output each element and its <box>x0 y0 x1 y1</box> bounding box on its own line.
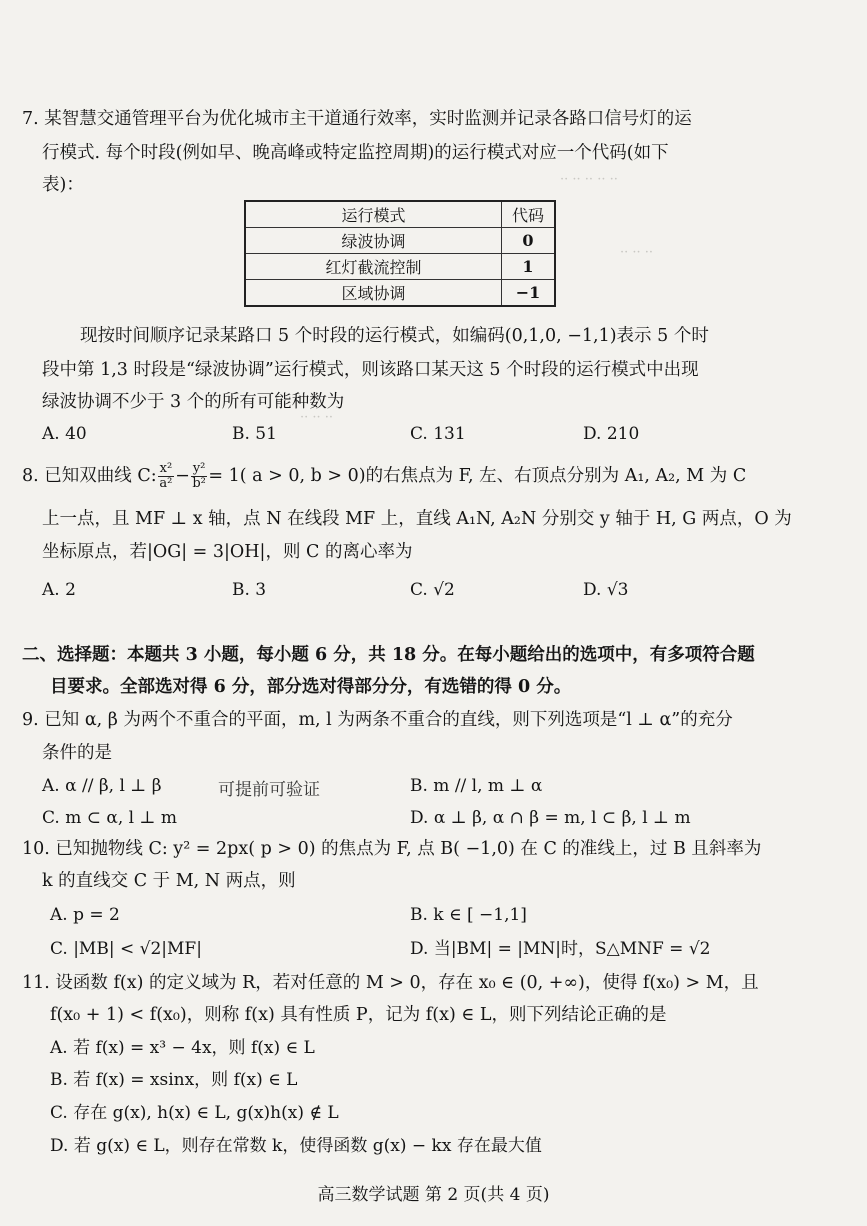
q7-line6: 绿波协调不少于 3 个的所有可能种数为 <box>42 392 345 412</box>
q8-line2: 上一点，且 MF ⊥ x 轴，点 N 在线段 MF 上，直线 A₁N, A₂N 分别交 y 轴于 H, G 两点，O 为 <box>42 509 792 529</box>
table-header-row <box>245 201 555 228</box>
frac1-denominator: a² <box>159 476 173 491</box>
table-row <box>245 254 555 280</box>
q11-option-a: A. 若 f(x) = x³ − 4x，则 f(x) ∈ L <box>50 1038 315 1058</box>
section2-heading-line1: 二、选择题：本题共 3 小题，每小题 6 分，共 18 分。在每小题给出的选项中，有多项符合题 <box>22 645 755 665</box>
table-cell-code: −1 <box>502 280 556 307</box>
q8-option-d: D. √3 <box>583 580 629 600</box>
q8-option-b: B. 3 <box>232 580 267 600</box>
frac1-numerator: x² <box>159 461 173 476</box>
q9-line2: 条件的是 <box>42 743 112 763</box>
table-row <box>245 228 555 254</box>
q7-line1: 7. 某智慧交通管理平台为优化城市主干道通行效率，实时监测并记录各路口信号灯的运 <box>22 109 692 129</box>
q11-line2: f(x₀ + 1) < f(x₀)，则称 f(x) 具有性质 P，记为 f(x) ∈ L，则下列结论正确的是 <box>50 1005 667 1025</box>
q9-option-a: A. α // β, l ⊥ β <box>42 776 162 796</box>
q7-line3: 表)： <box>42 175 84 195</box>
y2-over-b2-fraction <box>191 462 208 491</box>
table-cell-mode: 红灯截流控制 <box>245 254 502 280</box>
q9-option-d: D. α ⊥ β, α ∩ β = m, l ⊂ β, l ⊥ m <box>410 808 691 828</box>
q10-option-d: D. 当|BM| = |MN|时，S△MNF = √2 <box>410 939 711 959</box>
q7-option-b: B. 51 <box>232 424 277 444</box>
q10-option-b: B. k ∈ [ −1,1] <box>410 905 527 925</box>
q10-option-c: C. |MB| < √2|MF| <box>50 939 202 959</box>
x2-over-a2-fraction <box>158 462 175 491</box>
table-header-mode: 运行模式 <box>245 201 502 228</box>
q8-option-a: A. 2 <box>42 580 76 600</box>
section2-heading-line2: 目要求。全部选对得 6 分，部分选对得部分分，有选错的得 0 分。 <box>50 677 572 697</box>
table-cell-mode: 区域协调 <box>245 280 502 307</box>
q7-option-a: A. 40 <box>42 424 87 444</box>
frac2-numerator: y² <box>192 461 206 476</box>
q8-option-c: C. √2 <box>410 580 455 600</box>
q9-option-c: C. m ⊂ α, l ⊥ m <box>42 808 178 828</box>
q11-option-b: B. 若 f(x) = xsinx，则 f(x) ∈ L <box>50 1070 298 1090</box>
q7-line5: 段中第 1,3 时段是“绿波协调”运行模式，则该路口某天这 5 个时段的运行模式中出现 <box>42 360 699 380</box>
mode-code-table <box>244 200 556 307</box>
q11-option-d: D. 若 g(x) ∈ L，则存在常数 k，使得函数 g(x) − kx 存在最大值 <box>50 1136 542 1156</box>
q7-option-c: C. 131 <box>410 424 466 444</box>
q9-option-b: B. m // l, m ⊥ α <box>410 776 543 796</box>
q8-line1-prefix: 8. 已知双曲线 C: <box>22 466 157 486</box>
table-cell-code: 1 <box>502 254 556 280</box>
q8-line3: 坐标原点，若|OG| = 3|OH|，则 C 的离心率为 <box>42 542 413 562</box>
q8-line1-suffix: = 1( a > 0, b > 0)的右焦点为 F, 左、右顶点分别为 A₁, A₂, M 为 C <box>208 466 747 486</box>
table-header-code: 代码 <box>502 201 556 228</box>
table-row <box>245 280 555 307</box>
q7-line2: 行模式. 每个时段(例如早、晚高峰或特定监控周期)的运行模式对应一个代码(如下 <box>42 143 669 163</box>
q10-line2: k 的直线交 C 于 M, N 两点，则 <box>42 871 296 891</box>
q10-line1: 10. 已知抛物线 C: y² = 2px( p > 0) 的焦点为 F, 点 B( −1,0) 在 C 的准线上，过 B 且斜率为 <box>22 839 762 859</box>
q7-option-d: D. 210 <box>583 424 640 444</box>
table-cell-mode: 绿波协调 <box>245 228 502 254</box>
q7-line4: 现按时间顺序记录某路口 5 个时段的运行模式，如编码(0,1,0, −1,1)表示 5 个时 <box>80 326 709 346</box>
q9-line1: 9. 已知 α, β 为两个不重合的平面，m, l 为两条不重合的直线，则下列选项是“l ⊥ α”的充分 <box>22 710 733 730</box>
handwritten-note: 可提前可验证 <box>218 780 320 800</box>
table-cell-code: 0 <box>502 228 556 254</box>
page-footer: 高三数学试题 第 2 页(共 4 页) <box>317 1185 550 1205</box>
q11-line1: 11. 设函数 f(x) 的定义域为 R，若对任意的 M > 0，存在 x₀ ∈ (0, +∞)，使得 f(x₀) > M，且 <box>22 973 759 993</box>
q8-line1 <box>22 462 746 491</box>
q11-option-c: C. 存在 g(x), h(x) ∈ L, g(x)h(x) ∉ L <box>50 1103 339 1123</box>
q10-option-a: A. p = 2 <box>50 905 120 925</box>
minus-sign: − <box>175 466 190 486</box>
frac2-denominator: b² <box>192 476 206 491</box>
